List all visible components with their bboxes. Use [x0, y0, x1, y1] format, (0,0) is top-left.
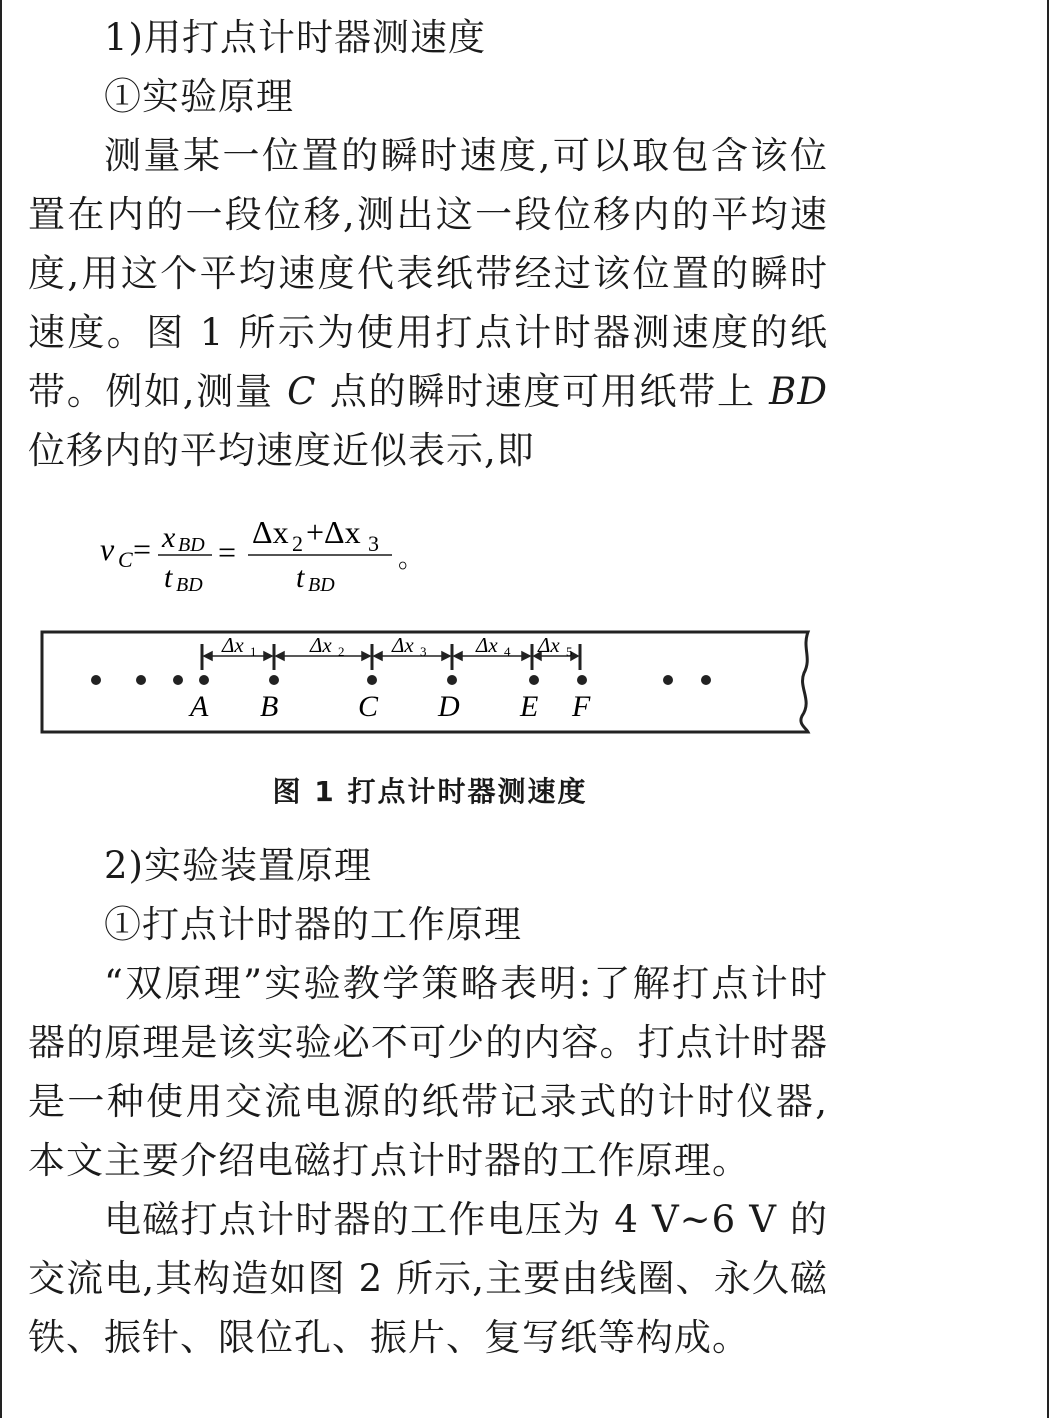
svg-text:Δx: Δx: [252, 514, 289, 550]
svg-text:+Δx: +Δx: [306, 514, 361, 550]
velocity-formula: [100, 505, 440, 605]
svg-text:F: F: [572, 690, 591, 723]
svg-text:3: 3: [420, 644, 427, 659]
svg-text:=: =: [218, 534, 237, 570]
svg-text:。: 。: [398, 544, 425, 573]
svg-text:t: t: [296, 561, 305, 594]
svg-text:1: 1: [250, 644, 257, 659]
svg-text:4: 4: [504, 644, 511, 659]
tape-dot: [173, 675, 183, 685]
svg-text:C: C: [358, 690, 379, 723]
section-heading-2: 2)实验装置原理: [104, 844, 372, 887]
paper-tape-figure: [38, 628, 818, 738]
svg-text:2: 2: [338, 644, 345, 659]
section-heading-1: 1)用打点计时器测速度: [104, 16, 486, 59]
paragraph-principle: 测量某一位置的瞬时速度,可以取包含该位置在内的一段位移,测出这一段位移内的平均速度,用这个平均速度代表纸带经过该位置的瞬时速度。图 1 所示为使用打点计时器测速度的纸带。例如,测量 C 点的瞬时速度可用纸带上 BD 位移内的平均速度近似表示,即: [28, 134, 828, 472]
section-heading-2a: ①打点计时器的工作原理: [104, 903, 522, 946]
tape-dot: [91, 675, 101, 685]
figure-caption: 图 1 打点计时器测速度: [272, 775, 588, 808]
svg-text:2: 2: [292, 531, 303, 556]
paragraph-timer-structure: 电磁打点计时器的工作电压为 4 V~6 V 的交流电,其构造如图 2 所示,主要由线圈、永久磁铁、振针、限位孔、振片、复写纸等构成。: [28, 1198, 828, 1359]
svg-text:x: x: [162, 521, 176, 554]
svg-text:v: v: [100, 531, 115, 567]
svg-text:A: A: [190, 690, 209, 723]
svg-text:t: t: [164, 561, 173, 594]
svg-text:Δx: Δx: [538, 633, 560, 657]
svg-text:Δx: Δx: [392, 633, 414, 657]
svg-text:Δx: Δx: [310, 633, 332, 657]
svg-text:C: C: [118, 547, 133, 572]
main-text-column: [28, 8, 828, 480]
svg-text:3: 3: [368, 531, 379, 556]
svg-text:5: 5: [566, 644, 573, 659]
svg-text:D: D: [438, 690, 460, 723]
svg-text:=: =: [133, 531, 152, 567]
paragraph-timer-principle: “双原理”实验教学策略表明:了解打点计时器的原理是该实验必不可少的内容。打点计时器是一种使用交流电源的纸带记录式的计时仪器,本文主要介绍电磁打点计时器的工作原理。: [28, 962, 828, 1182]
svg-text:BD: BD: [176, 574, 203, 596]
svg-text:Δx: Δx: [476, 633, 498, 657]
svg-text:Δx: Δx: [222, 633, 244, 657]
section-heading-1a: ①实验原理: [104, 75, 294, 118]
svg-text:B: B: [260, 690, 279, 723]
tape-dot: [663, 675, 673, 685]
second-text-column: [28, 836, 828, 1367]
svg-text:BD: BD: [178, 534, 205, 556]
tape-dot: [701, 675, 711, 685]
tape-dot: [136, 675, 146, 685]
svg-text:BD: BD: [308, 574, 335, 596]
svg-text:E: E: [520, 690, 539, 723]
